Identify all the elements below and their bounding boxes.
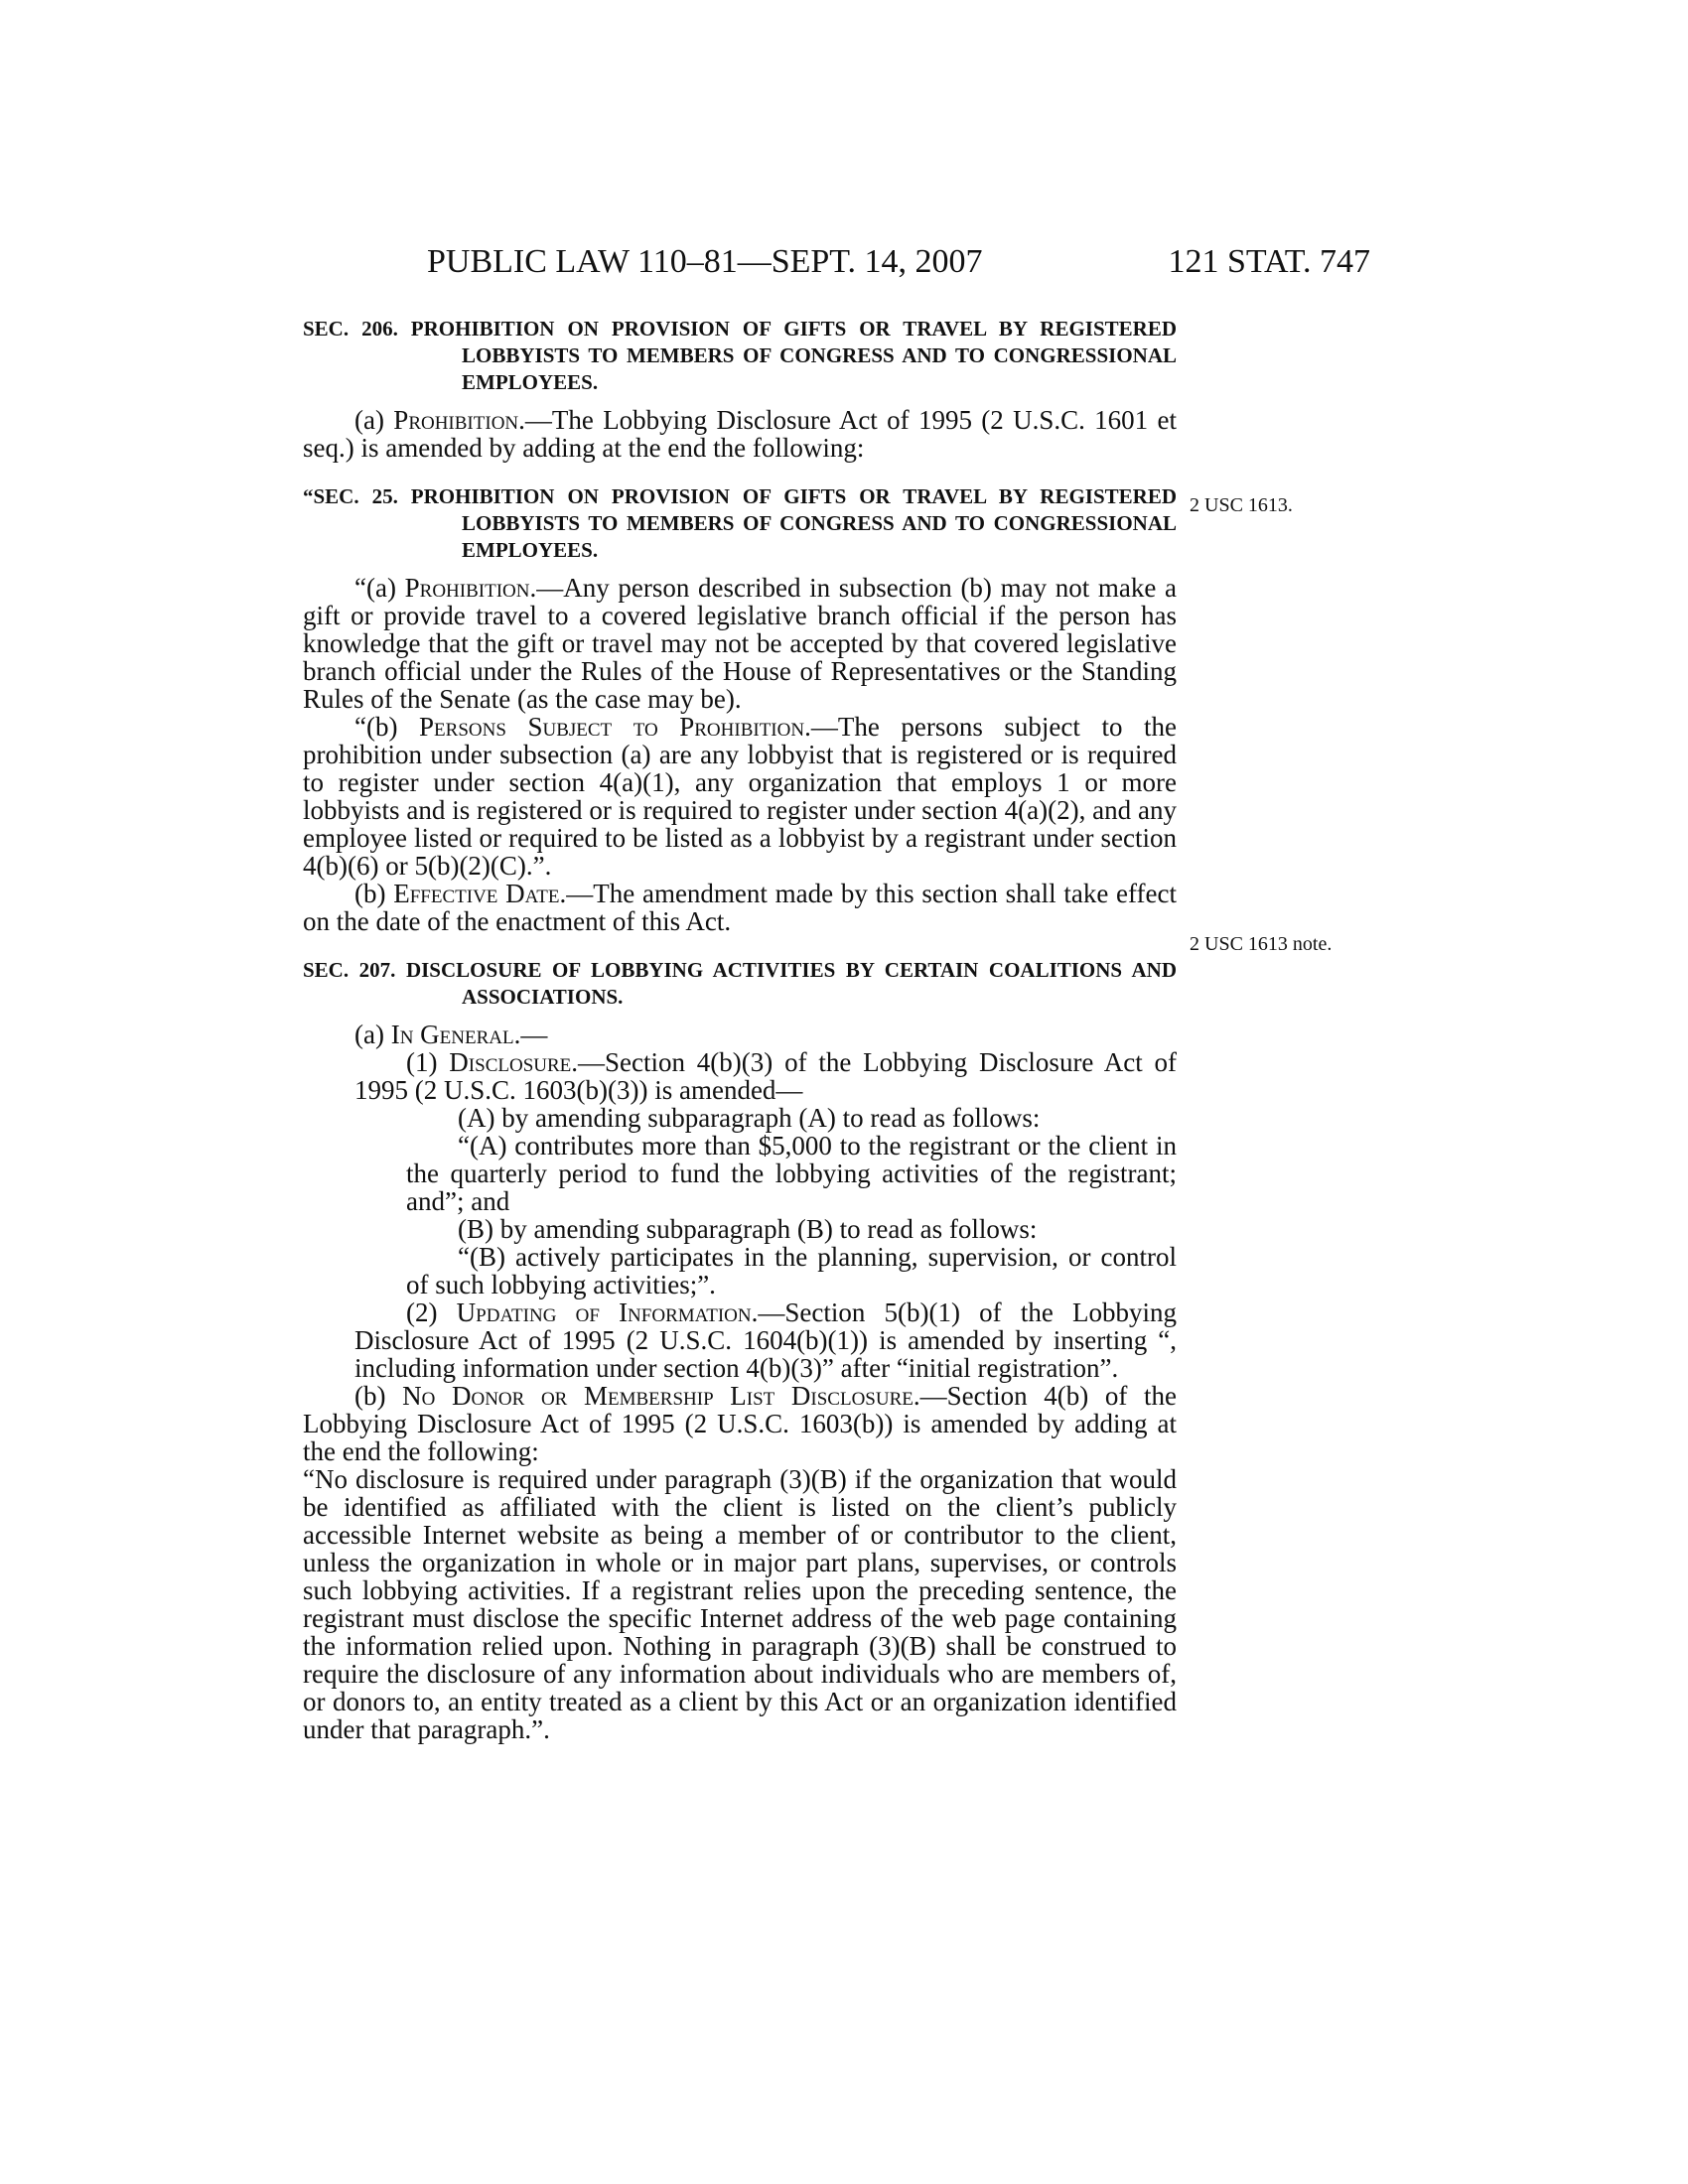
- sec207-subparagraph-B: (B) by amending subparagraph (B) to read as follows:: [458, 1214, 1038, 1244]
- section-206-heading: SEC. 206. PROHIBITION ON PROVISION OF GIFTS OR TRAVEL BY REGISTERED LOBBYISTS TO MEMBERS OF CONGRESS AND TO CONGRESSIONAL EMPLOYEES.: [303, 317, 1177, 394]
- sec25-subsection-b: “(b) Persons Subject to Prohibition.—The persons subject to the prohibition under subsection (a) are any lobbyist that is registered or is required to register under section 4(a)(1), any organization that employs 1 or more lobbyists and is registered or is required to register under section 4(a)(2), and any employee listed or required to be listed as a lobbyist by a registrant under section 4(b)(6) or 5(b)(2)(C).”.: [303, 712, 1178, 881]
- sec207-subparagraph-A: (A) by amending subparagraph (A) to read as follows:: [458, 1103, 1041, 1133]
- document-body: [303, 316, 1177, 1743]
- section-25-heading: “SEC. 25. PROHIBITION ON PROVISION OF GIFTS OR TRAVEL BY REGISTERED LOBBYISTS TO MEMBERS OF CONGRESS AND TO CONGRESSIONAL EMPLOYEES.: [303, 484, 1177, 562]
- sec207-paragraph-1: (1) Disclosure.—Section 4(b)(3) of the Lobbying Disclosure Act of 1995 (2 U.S.C. 1603(b)(3)) is amended—: [354, 1047, 1178, 1105]
- sec207-subparagraph-A-quote: “(A) contributes more than $5,000 to the registrant or the client in the quarterly period to fund the lobbying activities of the registrant; and”; and: [406, 1131, 1177, 1216]
- sec207-quoted-text: “No disclosure is required under paragraph (3)(B) if the organization that would be identified as affiliated with the client is listed on the client’s publicly accessible Internet website as being a member of or contributor to the client, unless the organization in whole or in major part plans, supervises, or controls such lobbying activities. If a registrant relies upon the preceding sentence, the registrant must disclose the specific Internet address of the web page containing the information relied upon. Nothing in paragraph (3)(B) shall be construed to require the disclosure of any information about individuals who are members of, or donors to, an entity treated as a client by this Act or an organization identified under that paragraph.”.: [303, 1464, 1177, 1744]
- margin-note-usc-1613-note: 2 USC 1613 note.: [1190, 933, 1333, 955]
- sec207-subsection-b: (b) No Donor or Membership List Disclosure.—Section 4(b) of the Lobbying Disclosure Act of 1995 (2 U.S.C. 1603(b)) is amended by adding at the end the following:: [303, 1381, 1177, 1466]
- running-title: PUBLIC LAW 110–81—SEPT. 14, 2007: [427, 243, 983, 280]
- sec207-subparagraph-B-quote: “(B) actively participates in the planning, supervision, or control of such lobbying activities;”.: [406, 1242, 1177, 1299]
- stat-page-number: 121 STAT. 747: [1168, 243, 1370, 280]
- sec207-subsection-a: (a) In General.—: [354, 1020, 548, 1049]
- section-207-heading: SEC. 207. DISCLOSURE OF LOBBYING ACTIVITIES BY CERTAIN COALITIONS AND ASSOCIATIONS.: [303, 958, 1177, 1009]
- sec206-subsection-b: (b) Effective Date.—The amendment made by this section shall take effect on the date of the enactment of this Act.: [303, 879, 1177, 936]
- sec25-subsection-a: “(a) Prohibition.—Any person described in subsection (b) may not make a gift or provide travel to a covered legislative branch official if the person has knowledge that the gift or travel may not be accepted by that covered legislative branch official under the Rules of the House of Representatives or the Standing Rules of the Senate (as the case may be).: [303, 573, 1178, 714]
- sec206-subsection-a: (a) Prohibition.—The Lobbying Disclosure Act of 1995 (2 U.S.C. 1601 et seq.) is amended by adding at the end the following:: [303, 405, 1177, 463]
- page-header: [427, 243, 1370, 293]
- margin-note-usc-1613: 2 USC 1613.: [1190, 494, 1293, 516]
- sec207-paragraph-2: (2) Updating of Information.—Section 5(b)(1) of the Lobbying Disclosure Act of 1995 (2 U.S.C. 1604(b)(1)) is amended by inserting “, including information under section 4(b)(3)” after “initial registration”.: [354, 1297, 1177, 1383]
